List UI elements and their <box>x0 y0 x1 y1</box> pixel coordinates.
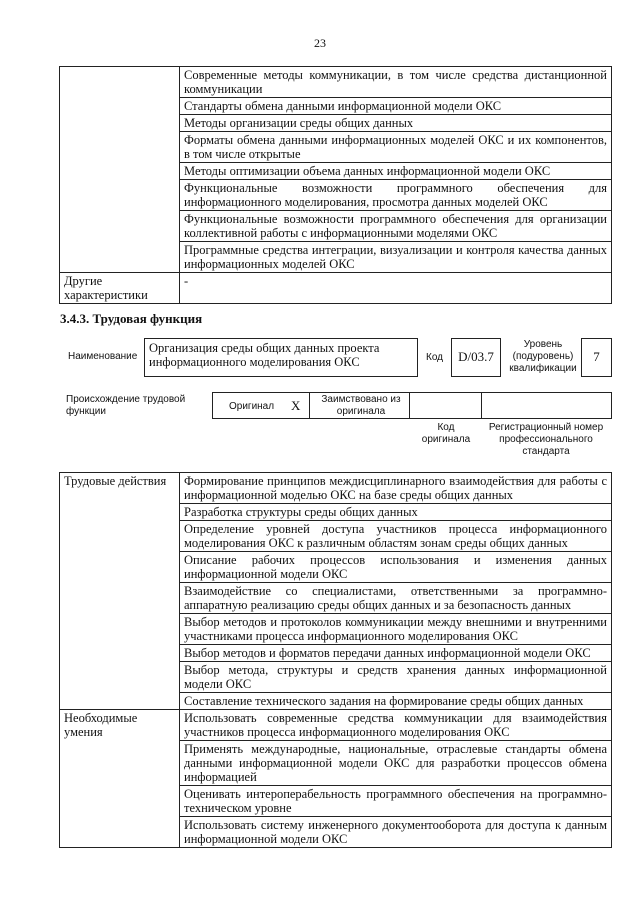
labor-action-item: Формирование принципов междисциплинарного взаимодействия для работы с информационной моделью ОКС на базе среды общих данных <box>180 473 612 504</box>
table-row <box>60 67 612 98</box>
other-characteristics-label: Другие характеристики <box>60 273 180 304</box>
page-number: 23 <box>314 36 326 50</box>
knowledge-item: Методы организации среды общих данных <box>180 115 612 132</box>
labor-action-item: Выбор метода, структуры и средств хранения данных информационной модели ОКС <box>180 662 612 693</box>
code-label: Код <box>426 352 444 363</box>
knowledge-item: Форматы обмена данными информационных моделей ОКС и их компонентов, в том числе открытые <box>180 132 612 163</box>
labor-action-item: Разработка структуры среды общих данных <box>180 504 612 521</box>
section-heading: 3.4.3. Трудовая функция <box>60 311 203 326</box>
labor-action-item: Определение уровней доступа участников процесса информационного моделирования ОКС к различным областям зонам среды общих данных <box>180 521 612 552</box>
origin-label: Происхождение трудовой функции <box>66 394 186 417</box>
table-row <box>60 473 612 504</box>
skill-item: Применять международные, национальные, отраслевые стандарты обмена данными информационной модели ОКС для разработки процессов обмена информацией <box>180 741 612 786</box>
knowledge-item: Функциональные возможности программного обеспечения для организации коллективной работы с информационными моделями ОКС <box>180 211 612 242</box>
skills-label: Необходимые умения <box>60 710 180 848</box>
table-row <box>60 273 612 304</box>
knowledge-item: Современные методы коммуникации, в том числе средства дистанционной коммуникации <box>180 67 612 98</box>
original-label: Оригинал <box>229 401 275 412</box>
divider <box>481 393 482 418</box>
skill-item: Использовать современные средства коммуникации для взаимодействия участников процесса информационного моделирования ОКС <box>180 710 612 741</box>
labor-action-item: Описание рабочих процессов использования и изменения данных информационной модели ОКС <box>180 552 612 583</box>
labor-action-item: Взаимодействие со специалистами, ответственными за программно-аппаратную реализацию среды общих данных и за безопасность данных <box>180 583 612 614</box>
labor-action-item: Составление технического задания на формирование среды общих данных <box>180 693 612 710</box>
knowledge-item: Методы оптимизации объема данных информационной модели ОКС <box>180 163 612 180</box>
function-code-box: D/03.7 <box>451 338 501 377</box>
original-mark: X <box>291 398 301 413</box>
knowledge-item: Стандарты обмена данными информационной модели ОКС <box>180 98 612 115</box>
knowledge-item: Программные средства интеграции, визуализации и контроля качества данных информационных моделей ОКС <box>180 242 612 273</box>
labor-action-item: Выбор методов и форматов передачи данных информационной модели ОКС <box>180 645 612 662</box>
empty-label-cell <box>60 67 180 273</box>
divider <box>409 393 410 418</box>
registration-number-label: Регистрационный номер профессионального стандарта <box>488 422 604 457</box>
knowledge-table <box>59 66 612 304</box>
labor-actions-table <box>59 472 612 848</box>
labor-actions-label: Трудовые действия <box>60 473 180 710</box>
knowledge-item: Функциональные возможности программного обеспечения для информационного моделирования, просмотра данных моделей ОКС <box>180 180 612 211</box>
skill-item: Использовать систему инженерного документооборота для доступа к данным информационной модели ОКС <box>180 817 612 848</box>
labor-action-item: Выбор методов и протоколов коммуникации между внешними и внутренними участниками процесса информационного моделирования ОКС <box>180 614 612 645</box>
table-row <box>60 710 612 741</box>
function-name-box: Организация среды общих данных проекта информационного моделирования ОКС <box>144 338 418 377</box>
level-value-box: 7 <box>581 338 612 377</box>
level-label: Уровень (подуровень) квалификации <box>509 339 577 374</box>
name-label: Наименование <box>68 351 138 362</box>
divider <box>309 393 310 418</box>
code-original-label: Код оригинала <box>421 422 471 445</box>
skill-item: Оценивать интероперабельность программного обеспечения на программно-техническом уровне <box>180 786 612 817</box>
borrowed-label: Заимствовано из оригинала <box>321 394 401 417</box>
other-characteristics-value: - <box>180 273 612 304</box>
origin-row <box>212 392 612 419</box>
